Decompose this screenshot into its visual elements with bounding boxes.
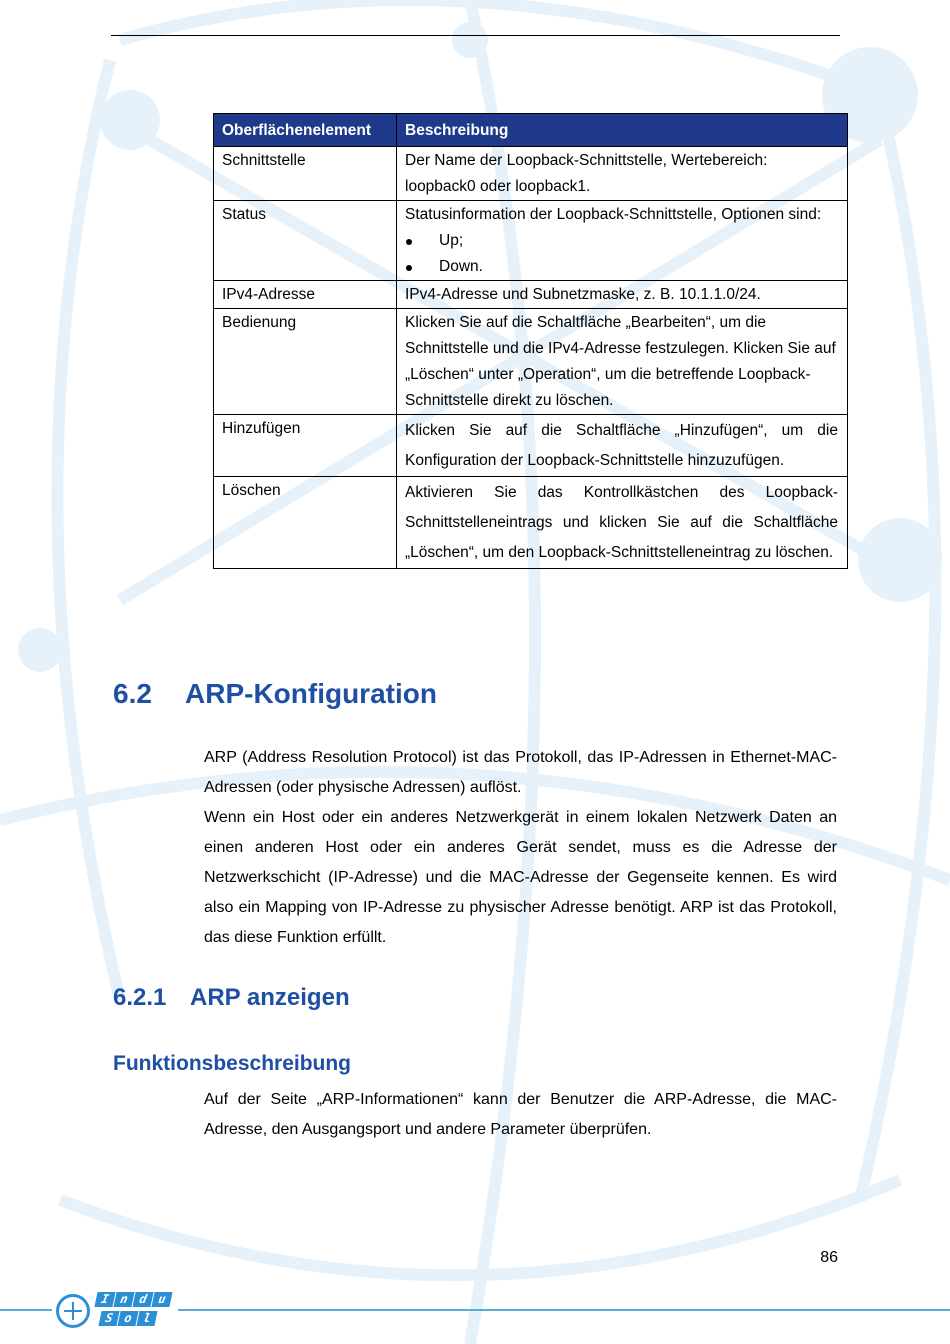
table-header-element: Oberflächenelement (214, 114, 397, 147)
table-row (214, 147, 848, 201)
section-title: ARP-Konfiguration (185, 678, 437, 709)
row-description: Klicken Sie auf die Schaltfläche „Hinzufügen“, um die Konfiguration der Loopback-Schnittstelle hinzuzufügen. (405, 422, 838, 469)
row-element: IPv4-Adresse (214, 281, 397, 309)
row-description: IPv4-Adresse und Subnetzmaske, z. B. 10.1.1.0/24. (405, 286, 761, 303)
footer-rule (0, 1309, 52, 1311)
page-number: 86 (820, 1249, 838, 1266)
row-element: Hinzufügen (214, 415, 397, 477)
interface-elements-table (213, 113, 848, 569)
subsection-number: 6.2.1 (113, 984, 167, 1011)
row-description: Der Name der Loopback-Schnittstelle, Wertebereich: loopback0 oder loopback1. (405, 152, 768, 195)
bullet-icon (406, 239, 412, 245)
row-element: Status (214, 201, 397, 281)
logo-letter: u (151, 1292, 172, 1307)
subsection-paragraph: Auf der Seite „ARP-Informationen“ kann der Benutzer die ARP-Adresse, die MAC-Adresse, den Ausgangsport und andere Parameter überprüfen. (204, 1091, 837, 1138)
list-item: Down. (405, 254, 838, 280)
logo-globe-icon (56, 1294, 90, 1328)
table-row (214, 309, 848, 415)
table-header-description: Beschreibung (397, 114, 848, 147)
table-row (214, 477, 848, 569)
section-number: 6.2 (113, 678, 152, 709)
subsection-title: ARP anzeigen (190, 984, 350, 1011)
indusol-logo (56, 1290, 170, 1330)
header-rule (111, 35, 840, 36)
logo-letter: I (94, 1292, 115, 1307)
row-description: Statusinformation der Loopback-Schnittstelle, Optionen sind: (405, 206, 822, 223)
row-element: Schnittstelle (214, 147, 397, 201)
row-element: Bedienung (214, 309, 397, 415)
status-options-list (405, 228, 838, 280)
bullet-icon (406, 265, 412, 271)
logo-letter: n (113, 1292, 134, 1307)
logo-letter: d (132, 1292, 153, 1307)
list-item: Up; (405, 228, 838, 254)
footer-rule (178, 1309, 950, 1311)
section-paragraph: ARP (Address Resolution Protocol) ist das Protokoll, das IP-Adressen in Ethernet-MAC-Adressen (oder physische Adressen) auflöst. (204, 749, 837, 796)
table-row (214, 415, 848, 477)
subsection-heading (113, 984, 350, 1012)
logo-letter: l (136, 1311, 157, 1326)
row-description: Aktivieren Sie das Kontrollkästchen des Loopback-Schnittstelleneintrags und klicken Sie auf die Schaltfläche „Löschen“, um den Loopback-Schnittstelleneintrag zu löschen. (405, 484, 838, 561)
table-row (214, 201, 848, 281)
logo-letter: o (117, 1311, 138, 1326)
table-header-row (214, 114, 848, 147)
function-description-heading: Funktionsbeschreibung (113, 1052, 352, 1075)
row-description: Klicken Sie auf die Schaltfläche „Bearbeiten“, um die Schnittstelle und die IPv4-Adresse festzulegen. Klicken Sie auf „Löschen“ unter „Operation“, um die betreffende Loopback-Schnittstelle direkt zu löschen. (405, 314, 836, 409)
section-heading (113, 678, 437, 710)
row-element: Löschen (214, 477, 397, 569)
table-row (214, 281, 848, 309)
section-paragraph: Wenn ein Host oder ein anderes Netzwerkgerät in einem lokalen Netzwerk Daten an einen anderen Host oder ein anderes Gerät sendet, muss es die Adresse der Netzwerkschicht (IP-Adresse) und die MAC-Adresse der Gegenseite kennen. Es wird also ein Mapping von IP-Adresse zu physischer Adresse benötigt. ARP ist das Protokoll, das diese Funktion erfüllt. (204, 809, 837, 946)
logo-letter: S (98, 1311, 119, 1326)
